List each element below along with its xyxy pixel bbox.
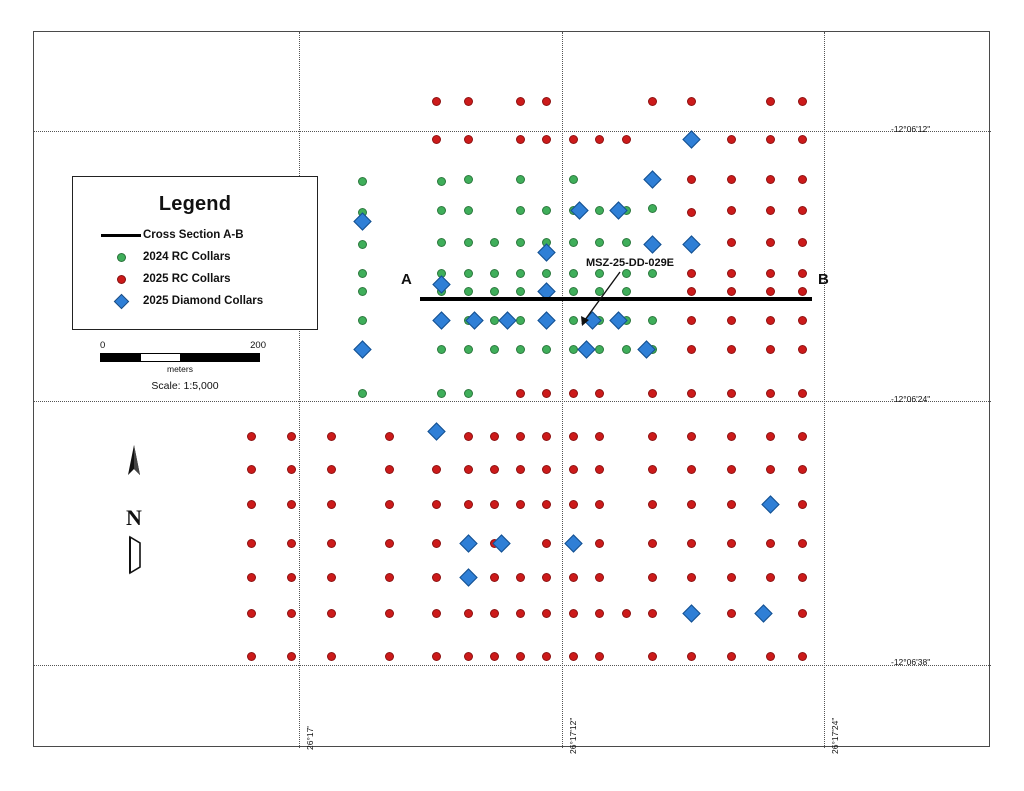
rc-collar-marker bbox=[798, 135, 807, 144]
green-circle-icon bbox=[99, 253, 143, 262]
rc-collar-marker bbox=[622, 135, 631, 144]
rc-collar-marker bbox=[648, 573, 657, 582]
rc-collar-marker bbox=[490, 465, 499, 474]
rc-collar-marker bbox=[490, 432, 499, 441]
legend-item-label: 2025 RC Collars bbox=[143, 273, 231, 285]
rc-collar-marker bbox=[569, 175, 578, 184]
rc-collar-marker bbox=[385, 539, 394, 548]
north-arrow-head-icon bbox=[114, 445, 154, 479]
rc-collar-marker bbox=[569, 573, 578, 582]
rc-collar-marker bbox=[516, 652, 525, 661]
rc-collar-marker bbox=[432, 135, 441, 144]
rc-collar-marker bbox=[595, 573, 604, 582]
rc-collar-marker bbox=[569, 135, 578, 144]
legend-item-rc-2025 bbox=[99, 268, 317, 290]
diamond-collar-marker bbox=[353, 340, 371, 358]
rc-collar-marker bbox=[542, 389, 551, 398]
rc-collar-marker bbox=[464, 432, 473, 441]
rc-collar-marker bbox=[727, 432, 736, 441]
rc-collar-marker bbox=[464, 238, 473, 247]
rc-collar-marker bbox=[648, 204, 657, 213]
legend-item-diamond-2025 bbox=[99, 290, 317, 312]
rc-collar-marker bbox=[648, 500, 657, 509]
rc-collar-marker bbox=[687, 175, 696, 184]
rc-collar-marker bbox=[687, 539, 696, 548]
rc-collar-marker bbox=[385, 652, 394, 661]
rc-collar-marker bbox=[648, 269, 657, 278]
rc-collar-marker bbox=[798, 206, 807, 215]
rc-collar-marker bbox=[595, 500, 604, 509]
rc-collar-marker bbox=[385, 432, 394, 441]
rc-collar-marker bbox=[595, 652, 604, 661]
rc-collar-marker bbox=[569, 609, 578, 618]
rc-collar-marker bbox=[516, 432, 525, 441]
rc-collar-marker bbox=[687, 97, 696, 106]
rc-collar-marker bbox=[437, 177, 446, 186]
rc-collar-marker bbox=[464, 465, 473, 474]
rc-collar-marker bbox=[432, 97, 441, 106]
scale-text: Scale: 1:5,000 bbox=[151, 380, 219, 392]
diamond-collar-marker bbox=[432, 275, 450, 293]
rc-collar-marker bbox=[648, 652, 657, 661]
rc-collar-marker bbox=[542, 539, 551, 548]
longitude-label-3: 26°17'24" bbox=[830, 717, 840, 754]
rc-collar-marker bbox=[798, 609, 807, 618]
rc-collar-marker bbox=[287, 432, 296, 441]
rc-collar-marker bbox=[727, 175, 736, 184]
rc-collar-marker bbox=[648, 432, 657, 441]
rc-collar-marker bbox=[569, 500, 578, 509]
diamond-collar-marker bbox=[492, 534, 510, 552]
rc-collar-marker bbox=[687, 269, 696, 278]
north-arrow-tail-icon bbox=[114, 535, 154, 575]
rc-collar-marker bbox=[798, 432, 807, 441]
rc-collar-marker bbox=[247, 465, 256, 474]
rc-collar-marker bbox=[687, 316, 696, 325]
rc-collar-marker bbox=[569, 465, 578, 474]
rc-collar-marker bbox=[648, 97, 657, 106]
rc-collar-marker bbox=[766, 206, 775, 215]
rc-collar-marker bbox=[490, 287, 499, 296]
rc-collar-marker bbox=[798, 269, 807, 278]
diamond-collar-marker bbox=[353, 212, 371, 230]
rc-collar-marker bbox=[358, 177, 367, 186]
legend-item-cross-section bbox=[99, 224, 317, 246]
rc-collar-marker bbox=[542, 432, 551, 441]
rc-collar-marker bbox=[287, 609, 296, 618]
rc-collar-marker bbox=[516, 465, 525, 474]
diamond-collar-marker bbox=[682, 604, 700, 622]
diamond-collar-marker bbox=[432, 311, 450, 329]
red-circle-icon bbox=[99, 275, 143, 284]
diamond-collar-marker bbox=[577, 340, 595, 358]
rc-collar-marker bbox=[327, 500, 336, 509]
rc-collar-marker bbox=[516, 269, 525, 278]
rc-collar-marker bbox=[622, 609, 631, 618]
diamond-collar-marker bbox=[570, 201, 588, 219]
rc-collar-marker bbox=[542, 609, 551, 618]
rc-collar-marker bbox=[358, 389, 367, 398]
cross-section-label-a: A bbox=[401, 271, 412, 288]
rc-collar-marker bbox=[247, 609, 256, 618]
rc-collar-marker bbox=[490, 238, 499, 247]
rc-collar-marker bbox=[798, 573, 807, 582]
rc-collar-marker bbox=[247, 573, 256, 582]
legend-item-label: 2025 Diamond Collars bbox=[143, 295, 264, 307]
rc-collar-marker bbox=[516, 389, 525, 398]
rc-collar-marker bbox=[490, 609, 499, 618]
rc-collar-marker bbox=[542, 345, 551, 354]
diamond-collar-marker bbox=[754, 604, 772, 622]
rc-collar-marker bbox=[766, 465, 775, 474]
rc-collar-marker bbox=[766, 316, 775, 325]
longitude-label-1: 26°17' bbox=[305, 726, 315, 750]
diamond-collar-marker bbox=[564, 534, 582, 552]
rc-collar-marker bbox=[595, 465, 604, 474]
rc-collar-marker bbox=[432, 609, 441, 618]
rc-collar-marker bbox=[358, 269, 367, 278]
rc-collar-marker bbox=[727, 609, 736, 618]
rc-collar-marker bbox=[766, 135, 775, 144]
diamond-collar-marker bbox=[459, 568, 477, 586]
legend-item-label: 2024 RC Collars bbox=[143, 251, 231, 263]
rc-collar-marker bbox=[385, 573, 394, 582]
scale-bar-min: 0 bbox=[100, 340, 106, 351]
rc-collar-marker bbox=[327, 573, 336, 582]
rc-collar-marker bbox=[432, 465, 441, 474]
diamond-collar-marker bbox=[643, 170, 661, 188]
rc-collar-marker bbox=[687, 389, 696, 398]
rc-collar-marker bbox=[542, 573, 551, 582]
rc-collar-marker bbox=[648, 389, 657, 398]
rc-collar-marker bbox=[798, 238, 807, 247]
rc-collar-marker bbox=[727, 345, 736, 354]
rc-collar-marker bbox=[247, 652, 256, 661]
rc-collar-marker bbox=[798, 500, 807, 509]
rc-collar-marker bbox=[464, 609, 473, 618]
rc-collar-marker bbox=[648, 465, 657, 474]
rc-collar-marker bbox=[798, 539, 807, 548]
rc-collar-marker bbox=[516, 500, 525, 509]
diamond-collar-marker bbox=[537, 243, 555, 261]
rc-collar-marker bbox=[432, 539, 441, 548]
rc-collar-marker bbox=[464, 652, 473, 661]
rc-collar-marker bbox=[464, 500, 473, 509]
diamond-collar-marker bbox=[465, 311, 483, 329]
rc-collar-marker bbox=[432, 500, 441, 509]
legend-item-label: Cross Section A-B bbox=[143, 229, 244, 241]
rc-collar-marker bbox=[490, 652, 499, 661]
rc-collar-marker bbox=[516, 175, 525, 184]
rc-collar-marker bbox=[287, 465, 296, 474]
rc-collar-marker bbox=[798, 652, 807, 661]
rc-collar-marker bbox=[358, 287, 367, 296]
rc-collar-marker bbox=[358, 316, 367, 325]
rc-collar-marker bbox=[516, 345, 525, 354]
scale-bar-numbers bbox=[100, 340, 266, 353]
rc-collar-marker bbox=[327, 539, 336, 548]
rc-collar-marker bbox=[327, 465, 336, 474]
rc-collar-marker bbox=[648, 609, 657, 618]
rc-collar-marker bbox=[595, 135, 604, 144]
rc-collar-marker bbox=[595, 389, 604, 398]
rc-collar-marker bbox=[464, 206, 473, 215]
rc-collar-marker bbox=[247, 432, 256, 441]
rc-collar-marker bbox=[648, 316, 657, 325]
rc-collar-marker bbox=[437, 206, 446, 215]
diamond-collar-marker bbox=[682, 130, 700, 148]
scale-bar-units: meters bbox=[167, 364, 193, 374]
rc-collar-marker bbox=[490, 500, 499, 509]
rc-collar-marker bbox=[687, 432, 696, 441]
rc-collar-marker bbox=[595, 238, 604, 247]
diamond-collar-marker bbox=[498, 311, 516, 329]
rc-collar-marker bbox=[247, 539, 256, 548]
rc-collar-marker bbox=[490, 345, 499, 354]
rc-collar-marker bbox=[542, 652, 551, 661]
rc-collar-marker bbox=[687, 465, 696, 474]
rc-collar-marker bbox=[464, 287, 473, 296]
collar-annotation-label: MSZ-25-DD-029E bbox=[586, 257, 675, 269]
diamond-collar-marker bbox=[637, 340, 655, 358]
rc-collar-marker bbox=[432, 573, 441, 582]
rc-collar-marker bbox=[542, 97, 551, 106]
rc-collar-marker bbox=[727, 287, 736, 296]
rc-collar-marker bbox=[595, 539, 604, 548]
rc-collar-marker bbox=[464, 389, 473, 398]
rc-collar-marker bbox=[516, 609, 525, 618]
rc-collar-marker bbox=[798, 175, 807, 184]
north-arrow-label: N bbox=[126, 505, 142, 530]
rc-collar-marker bbox=[687, 208, 696, 217]
rc-collar-marker bbox=[766, 389, 775, 398]
rc-collar-marker bbox=[727, 573, 736, 582]
latitude-label-1: -12°06'12" bbox=[891, 124, 931, 134]
rc-collar-marker bbox=[687, 345, 696, 354]
rc-collar-marker bbox=[766, 539, 775, 548]
rc-collar-marker bbox=[622, 238, 631, 247]
rc-collar-marker bbox=[432, 652, 441, 661]
rc-collar-marker bbox=[287, 652, 296, 661]
scale-bar-graphic bbox=[100, 353, 260, 362]
rc-collar-marker bbox=[385, 609, 394, 618]
rc-collar-marker bbox=[358, 240, 367, 249]
rc-collar-marker bbox=[437, 389, 446, 398]
legend-item-rc-2024 bbox=[99, 246, 317, 268]
rc-collar-marker bbox=[437, 345, 446, 354]
rc-collar-marker bbox=[648, 539, 657, 548]
rc-collar-marker bbox=[516, 287, 525, 296]
rc-collar-marker bbox=[595, 206, 604, 215]
rc-collar-marker bbox=[464, 97, 473, 106]
rc-collar-marker bbox=[464, 269, 473, 278]
legend-title: Legend bbox=[158, 193, 232, 215]
rc-collar-marker bbox=[542, 500, 551, 509]
rc-collar-marker bbox=[727, 500, 736, 509]
latitude-label-3: -12°06'38" bbox=[891, 657, 931, 667]
rc-collar-marker bbox=[247, 500, 256, 509]
cross-section-line-icon bbox=[99, 234, 143, 237]
rc-collar-marker bbox=[569, 652, 578, 661]
rc-collar-marker bbox=[727, 539, 736, 548]
rc-collar-marker bbox=[766, 97, 775, 106]
rc-collar-marker bbox=[569, 238, 578, 247]
rc-collar-marker bbox=[727, 389, 736, 398]
north-arrow bbox=[104, 445, 164, 585]
rc-collar-marker bbox=[727, 465, 736, 474]
rc-collar-marker bbox=[595, 432, 604, 441]
rc-collar-marker bbox=[569, 432, 578, 441]
diamond-collar-marker bbox=[609, 201, 627, 219]
legend-items bbox=[73, 224, 317, 312]
rc-collar-marker bbox=[464, 175, 473, 184]
rc-collar-marker bbox=[516, 97, 525, 106]
legend bbox=[72, 176, 318, 330]
rc-collar-marker bbox=[287, 500, 296, 509]
rc-collar-marker bbox=[798, 465, 807, 474]
rc-collar-marker bbox=[542, 465, 551, 474]
rc-collar-marker bbox=[798, 389, 807, 398]
rc-collar-marker bbox=[437, 238, 446, 247]
rc-collar-marker bbox=[727, 652, 736, 661]
rc-collar-marker bbox=[687, 500, 696, 509]
rc-collar-marker bbox=[766, 345, 775, 354]
rc-collar-marker bbox=[327, 432, 336, 441]
collar-layer bbox=[1, 1, 1024, 791]
diamond-collar-marker bbox=[682, 235, 700, 253]
blue-diamond-icon bbox=[99, 296, 143, 307]
rc-collar-marker bbox=[569, 389, 578, 398]
scale-bar bbox=[100, 340, 266, 392]
latitude-label-2: -12°06'24" bbox=[891, 394, 931, 404]
rc-collar-marker bbox=[766, 175, 775, 184]
diamond-collar-marker bbox=[761, 495, 779, 513]
rc-collar-marker bbox=[766, 238, 775, 247]
annotation-leader-line bbox=[534, 268, 634, 338]
rc-collar-marker bbox=[687, 652, 696, 661]
scale-bar-max: 200 bbox=[250, 340, 266, 351]
rc-collar-marker bbox=[490, 573, 499, 582]
rc-collar-marker bbox=[766, 269, 775, 278]
rc-collar-marker bbox=[727, 269, 736, 278]
diamond-collar-marker bbox=[427, 422, 445, 440]
rc-collar-marker bbox=[798, 316, 807, 325]
rc-collar-marker bbox=[385, 465, 394, 474]
diamond-collar-marker bbox=[643, 235, 661, 253]
rc-collar-marker bbox=[766, 652, 775, 661]
rc-collar-marker bbox=[727, 206, 736, 215]
rc-collar-marker bbox=[516, 238, 525, 247]
diamond-collar-marker bbox=[459, 534, 477, 552]
rc-collar-marker bbox=[464, 345, 473, 354]
cross-section-label-b: B bbox=[818, 271, 829, 288]
rc-collar-marker bbox=[327, 652, 336, 661]
rc-collar-marker bbox=[287, 573, 296, 582]
rc-collar-marker bbox=[798, 345, 807, 354]
rc-collar-marker bbox=[687, 287, 696, 296]
rc-collar-marker bbox=[516, 206, 525, 215]
rc-collar-marker bbox=[287, 539, 296, 548]
rc-collar-marker bbox=[385, 500, 394, 509]
rc-collar-marker bbox=[766, 432, 775, 441]
rc-collar-marker bbox=[490, 269, 499, 278]
rc-collar-marker bbox=[542, 206, 551, 215]
rc-collar-marker bbox=[727, 238, 736, 247]
longitude-label-2: 26°17'12" bbox=[568, 717, 578, 754]
rc-collar-marker bbox=[766, 287, 775, 296]
rc-collar-marker bbox=[542, 135, 551, 144]
rc-collar-marker bbox=[687, 573, 696, 582]
rc-collar-marker bbox=[595, 609, 604, 618]
rc-collar-marker bbox=[766, 573, 775, 582]
rc-collar-marker bbox=[516, 573, 525, 582]
rc-collar-marker bbox=[464, 135, 473, 144]
rc-collar-marker bbox=[798, 287, 807, 296]
rc-collar-marker bbox=[727, 135, 736, 144]
rc-collar-marker bbox=[798, 97, 807, 106]
rc-collar-marker bbox=[622, 345, 631, 354]
rc-collar-marker bbox=[327, 609, 336, 618]
rc-collar-marker bbox=[727, 316, 736, 325]
rc-collar-marker bbox=[516, 135, 525, 144]
